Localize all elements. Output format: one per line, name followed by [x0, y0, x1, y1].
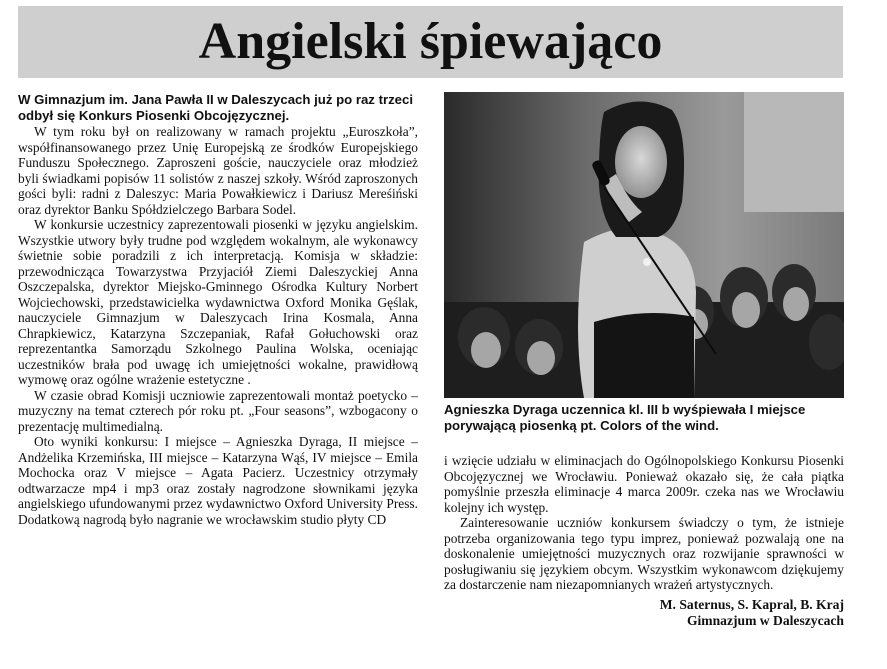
paragraph-project: W tym roku był on realizowany w ramach projektu „Euroszkoła”, współfinansowanego przez Unię Europejską ze środków Europejskiego Funduszu Społecznego. Zaproszeni goście, nauczyciele oraz młodzież byli świadkami popisów 11 solistów z naszej szkoły. Wśród zaproszonych gości byli: radni z Daleszyc: Maria Powałkiewicz i Dariusz Mereśiński oraz dyrektor Banku Spółdzielczego Barbara Sodel.: [18, 124, 418, 217]
paragraph-jury: W konkursie uczestnicy zaprezentowali piosenki w języku angielskim. Wszystkie utwory były trudne pod względem wokalnym, ale wykonawcy świetnie sobie poradzili z ich interpretacją. Komisja w składzie: przewodnicząca Towarzystwa Przyjaciół Ziemi Daleszyckiej Anna Oszczepalska, dyrektor Miejsko-Gminnego Ośrodka Kultury Norbert Wojciechowski, przedstawicielka wydawnictwa Oxford Monika Gęślak, nauczyciele Gimnazjum w Daleszycach Irina Kosmala, Anna Chrapkiewicz, Katarzyna Szczepaniak, Rafał Gołuchowski oraz reprezentantka Samorządu Szkolnego Paulina Wolska, oceniając uczestników brała pod uwagę ich umiejętności wokalne, prawidłową wymowę oraz ogólne wrażenie estetyczne .: [18, 217, 418, 387]
signature-school: Gimnazjum w Daleszycach: [686, 612, 844, 628]
photo-caption: Agnieszka Dyraga uczennica kl. III b wyśpiewała I miejsce porywającą piosenką pt. Colors of the wind.: [444, 402, 806, 433]
paragraph-montage: W czasie obrad Komisji uczniowie zaprezentowali montaż poetycko – muzyczny na temat czterech pór roku pt. „Four seasons”, wzbogacony o prezentację multimedialną.: [18, 387, 418, 434]
article-lead: W Gimnazjum im. Jana Pawła II w Daleszycach już po raz trzeci odbył się Konkurs Piosenki Obcojęzycznej.: [18, 92, 414, 123]
article-title: Angielski śpiewająco: [198, 13, 663, 70]
signature: [444, 597, 844, 629]
paragraph-continuation: i wzięcie udziału w eliminacjach do Ogólnopolskiego Konkursu Piosenki Obcojęzycznej we Wrocławiu. Ponieważ okazało się, że cała piątka pomyślnie przeszła eliminacje 4 marca 2009r. czeka nas we Wrocławiu kolejny ich występ.: [444, 453, 844, 515]
article-photo: [444, 92, 844, 398]
title-banner: [18, 6, 843, 78]
left-column: [18, 92, 418, 527]
paragraph-results: Oto wyniki konkursu: I miejsce – Agnieszka Dyraga, II miejsce – Andżelika Krzemińska, III miejsce – Katarzyna Wąś, IV miejsce – Emila Mochocka oraz V miejsce – Agata Pacierz. Uczestnicy otrzymały odtwarzacze mp4 i mp3 oraz zostały nagrodzone słownikami języka angielskiego ufundowanymi przez wydawnictwo Oxford University Press. Dodatkową nagrodą było nagranie we wrocławskim studio płyty CD: [18, 434, 418, 527]
right-column: [444, 453, 844, 629]
paragraph-conclusion: Zainteresowanie uczniów konkursem świadczy o tym, że istnieje potrzeba organizowania tego typu imprez, ponieważ pozwalają one na doskonalenie umiejętności muzycznych oraz rozwijanie sprawności w posługiwaniu się językiem obcym. Wszystkim wykonawcom dziękujemy za dostarczenie nam niezapomnianych wrażeń artystycznych.: [444, 515, 844, 592]
signature-authors: M. Saternus, S. Kapral, B. Kraj: [659, 596, 844, 612]
